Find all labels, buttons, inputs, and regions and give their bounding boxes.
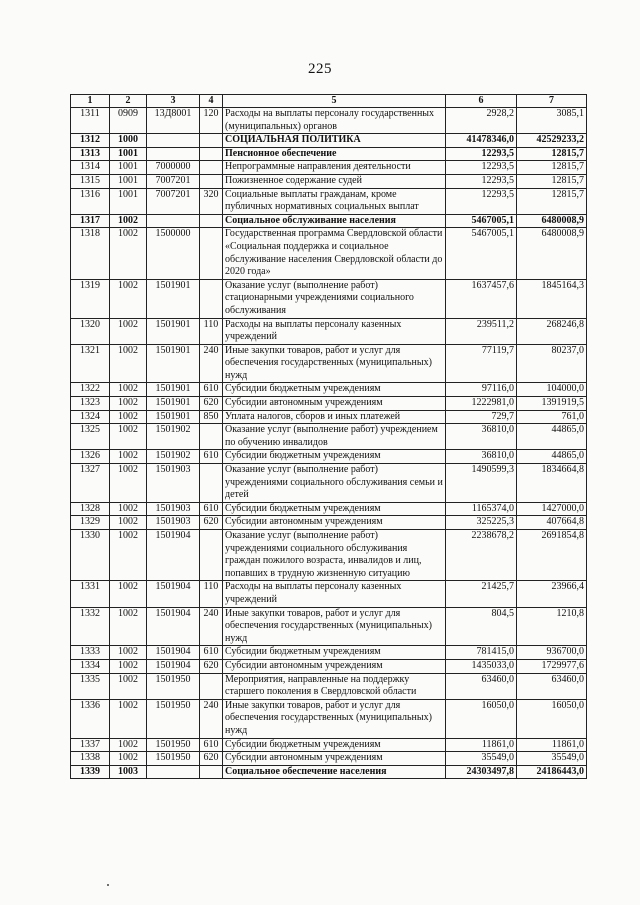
section-code-cell: 1002 bbox=[110, 228, 147, 279]
section-code-cell: 1002 bbox=[110, 673, 147, 699]
description-cell: Субсидии бюджетным учреждениям bbox=[223, 383, 446, 397]
amount-year1-cell: 12293,5 bbox=[446, 174, 517, 188]
column-header-5: 5 bbox=[223, 95, 446, 108]
amount-year1-cell: 97116,0 bbox=[446, 383, 517, 397]
section-code-cell: 1002 bbox=[110, 410, 147, 424]
section-code-cell: 1002 bbox=[110, 659, 147, 673]
description-cell: СОЦИАЛЬНАЯ ПОЛИТИКА bbox=[223, 134, 446, 148]
expense-type-cell bbox=[200, 673, 223, 699]
column-header-4: 4 bbox=[200, 95, 223, 108]
amount-year1-cell: 12293,5 bbox=[446, 147, 517, 161]
amount-year1-cell: 63460,0 bbox=[446, 673, 517, 699]
amount-year2-cell: 11861,0 bbox=[517, 738, 587, 752]
section-code-cell: 1002 bbox=[110, 646, 147, 660]
target-item-cell bbox=[147, 134, 200, 148]
expense-type-cell bbox=[200, 464, 223, 503]
amount-year2-cell: 6480008,9 bbox=[517, 228, 587, 279]
expense-type-cell: 240 bbox=[200, 607, 223, 646]
target-item-cell: 1500000 bbox=[147, 228, 200, 279]
row-number-cell: 1337 bbox=[71, 738, 110, 752]
row-number-cell: 1317 bbox=[71, 214, 110, 228]
section-code-cell: 1002 bbox=[110, 344, 147, 383]
expense-type-cell bbox=[200, 214, 223, 228]
amount-year1-cell: 16050,0 bbox=[446, 699, 517, 738]
description-cell: Иные закупки товаров, работ и услуг для обеспечения государственных (муниципальных) нужд bbox=[223, 344, 446, 383]
expense-type-cell: 110 bbox=[200, 581, 223, 607]
row-number-cell: 1315 bbox=[71, 174, 110, 188]
row-number-cell: 1312 bbox=[71, 134, 110, 148]
description-cell: Государственная программа Свердловской области «Социальная поддержка и социальное обслуживание населения Свердловской области до 2020 года» bbox=[223, 228, 446, 279]
column-header-1: 1 bbox=[71, 95, 110, 108]
amount-year1-cell: 5467005,1 bbox=[446, 228, 517, 279]
amount-year2-cell: 1427000,0 bbox=[517, 502, 587, 516]
amount-year1-cell: 781415,0 bbox=[446, 646, 517, 660]
amount-year2-cell: 936700,0 bbox=[517, 646, 587, 660]
row-number-cell: 1329 bbox=[71, 516, 110, 530]
description-cell: Социальное обслуживание населения bbox=[223, 214, 446, 228]
expense-type-cell bbox=[200, 161, 223, 175]
section-code-cell: 1002 bbox=[110, 516, 147, 530]
description-cell: Пенсионное обеспечение bbox=[223, 147, 446, 161]
amount-year2-cell: 12815,7 bbox=[517, 161, 587, 175]
section-code-cell: 1002 bbox=[110, 464, 147, 503]
amount-year1-cell: 36810,0 bbox=[446, 424, 517, 450]
amount-year2-cell: 24186443,0 bbox=[517, 765, 587, 779]
scan-speck bbox=[107, 884, 109, 886]
expense-type-cell: 240 bbox=[200, 699, 223, 738]
amount-year2-cell: 2691854,8 bbox=[517, 530, 587, 581]
amount-year1-cell: 5467005,1 bbox=[446, 214, 517, 228]
target-item-cell: 1501950 bbox=[147, 699, 200, 738]
expense-type-cell: 120 bbox=[200, 108, 223, 134]
expense-type-cell: 610 bbox=[200, 383, 223, 397]
amount-year2-cell: 407664,8 bbox=[517, 516, 587, 530]
target-item-cell: 1501901 bbox=[147, 279, 200, 318]
description-cell: Пожизненное содержание судей bbox=[223, 174, 446, 188]
column-header-3: 3 bbox=[147, 95, 200, 108]
target-item-cell: 1501901 bbox=[147, 344, 200, 383]
row-number-cell: 1313 bbox=[71, 147, 110, 161]
table-row bbox=[71, 344, 587, 383]
description-cell: Субсидии автономным учреждениям bbox=[223, 752, 446, 766]
target-item-cell: 7007201 bbox=[147, 174, 200, 188]
description-cell: Мероприятия, направленные на поддержку старшего поколения в Свердловской области bbox=[223, 673, 446, 699]
expense-type-cell: 110 bbox=[200, 318, 223, 344]
amount-year2-cell: 12815,7 bbox=[517, 174, 587, 188]
expense-type-cell: 850 bbox=[200, 410, 223, 424]
table-row bbox=[71, 530, 587, 581]
table-row bbox=[71, 752, 587, 766]
target-item-cell: 13Д8001 bbox=[147, 108, 200, 134]
amount-year1-cell: 2928,2 bbox=[446, 108, 517, 134]
expense-type-cell: 610 bbox=[200, 450, 223, 464]
expense-type-cell: 610 bbox=[200, 646, 223, 660]
description-cell: Социальное обеспечение населения bbox=[223, 765, 446, 779]
table-row bbox=[71, 279, 587, 318]
row-number-cell: 1325 bbox=[71, 424, 110, 450]
target-item-cell bbox=[147, 214, 200, 228]
target-item-cell: 1501904 bbox=[147, 581, 200, 607]
row-number-cell: 1333 bbox=[71, 646, 110, 660]
section-code-cell: 1002 bbox=[110, 279, 147, 318]
section-code-cell: 1002 bbox=[110, 318, 147, 344]
target-item-cell: 7007201 bbox=[147, 188, 200, 214]
row-number-cell: 1319 bbox=[71, 279, 110, 318]
table-row bbox=[71, 424, 587, 450]
expense-type-cell: 620 bbox=[200, 752, 223, 766]
amount-year2-cell: 1845164,3 bbox=[517, 279, 587, 318]
target-item-cell: 1501902 bbox=[147, 424, 200, 450]
table-row bbox=[71, 765, 587, 779]
section-code-cell: 1002 bbox=[110, 397, 147, 411]
section-code-cell: 1002 bbox=[110, 214, 147, 228]
description-cell: Субсидии бюджетным учреждениям bbox=[223, 738, 446, 752]
table-row bbox=[71, 738, 587, 752]
expense-type-cell bbox=[200, 134, 223, 148]
header-row bbox=[71, 95, 587, 108]
table-row bbox=[71, 228, 587, 279]
target-item-cell: 1501901 bbox=[147, 397, 200, 411]
description-cell: Расходы на выплаты персоналу государственных (муниципальных) органов bbox=[223, 108, 446, 134]
table-row bbox=[71, 108, 587, 134]
target-item-cell bbox=[147, 147, 200, 161]
row-number-cell: 1332 bbox=[71, 607, 110, 646]
amount-year2-cell: 16050,0 bbox=[517, 699, 587, 738]
amount-year2-cell: 42529233,2 bbox=[517, 134, 587, 148]
target-item-cell bbox=[147, 765, 200, 779]
section-code-cell: 1002 bbox=[110, 530, 147, 581]
amount-year1-cell: 1490599,3 bbox=[446, 464, 517, 503]
table-row bbox=[71, 147, 587, 161]
section-code-cell: 1002 bbox=[110, 699, 147, 738]
expense-type-cell bbox=[200, 530, 223, 581]
section-code-cell: 1002 bbox=[110, 581, 147, 607]
amount-year1-cell: 24303497,8 bbox=[446, 765, 517, 779]
section-code-cell: 1003 bbox=[110, 765, 147, 779]
target-item-cell: 1501901 bbox=[147, 383, 200, 397]
row-number-cell: 1316 bbox=[71, 188, 110, 214]
row-number-cell: 1314 bbox=[71, 161, 110, 175]
expense-type-cell: 620 bbox=[200, 397, 223, 411]
row-number-cell: 1334 bbox=[71, 659, 110, 673]
row-number-cell: 1331 bbox=[71, 581, 110, 607]
expense-type-cell: 620 bbox=[200, 516, 223, 530]
section-code-cell: 1000 bbox=[110, 134, 147, 148]
expense-type-cell: 620 bbox=[200, 659, 223, 673]
section-code-cell: 1002 bbox=[110, 752, 147, 766]
description-cell: Расходы на выплаты персоналу казенных учреждений bbox=[223, 581, 446, 607]
table-row bbox=[71, 397, 587, 411]
table-row bbox=[71, 464, 587, 503]
amount-year1-cell: 1637457,6 bbox=[446, 279, 517, 318]
row-number-cell: 1338 bbox=[71, 752, 110, 766]
target-item-cell: 1501904 bbox=[147, 646, 200, 660]
description-cell: Расходы на выплаты персоналу казенных учреждений bbox=[223, 318, 446, 344]
table-row bbox=[71, 134, 587, 148]
target-item-cell: 1501901 bbox=[147, 410, 200, 424]
table-row bbox=[71, 383, 587, 397]
target-item-cell: 1501904 bbox=[147, 607, 200, 646]
amount-year2-cell: 1210,8 bbox=[517, 607, 587, 646]
amount-year1-cell: 35549,0 bbox=[446, 752, 517, 766]
section-code-cell: 1002 bbox=[110, 424, 147, 450]
target-item-cell: 1501904 bbox=[147, 659, 200, 673]
table-row bbox=[71, 188, 587, 214]
expense-type-cell: 240 bbox=[200, 344, 223, 383]
target-item-cell: 1501903 bbox=[147, 502, 200, 516]
expense-type-cell: 610 bbox=[200, 502, 223, 516]
description-cell: Субсидии автономным учреждениям bbox=[223, 659, 446, 673]
target-item-cell: 1501902 bbox=[147, 450, 200, 464]
column-header-2: 2 bbox=[110, 95, 147, 108]
target-item-cell: 1501950 bbox=[147, 752, 200, 766]
section-code-cell: 1001 bbox=[110, 174, 147, 188]
amount-year2-cell: 1391919,5 bbox=[517, 397, 587, 411]
expense-type-cell bbox=[200, 424, 223, 450]
expense-type-cell bbox=[200, 279, 223, 318]
row-number-cell: 1320 bbox=[71, 318, 110, 344]
description-cell: Непрограммные направления деятельности bbox=[223, 161, 446, 175]
row-number-cell: 1326 bbox=[71, 450, 110, 464]
description-cell: Социальные выплаты гражданам, кроме публичных нормативных социальных выплат bbox=[223, 188, 446, 214]
target-item-cell: 1501901 bbox=[147, 318, 200, 344]
row-number-cell: 1327 bbox=[71, 464, 110, 503]
amount-year2-cell: 80237,0 bbox=[517, 344, 587, 383]
amount-year2-cell: 44865,0 bbox=[517, 450, 587, 464]
amount-year1-cell: 1435033,0 bbox=[446, 659, 517, 673]
section-code-cell: 1001 bbox=[110, 188, 147, 214]
description-cell: Оказание услуг (выполнение работ) учреждением по обучению инвалидов bbox=[223, 424, 446, 450]
row-number-cell: 1330 bbox=[71, 530, 110, 581]
row-number-cell: 1324 bbox=[71, 410, 110, 424]
table-row bbox=[71, 161, 587, 175]
amount-year1-cell: 77119,7 bbox=[446, 344, 517, 383]
row-number-cell: 1336 bbox=[71, 699, 110, 738]
description-cell: Оказание услуг (выполнение работ) учреждениями социального обслуживания семьи и детей bbox=[223, 464, 446, 503]
amount-year1-cell: 2238678,2 bbox=[446, 530, 517, 581]
expense-type-cell bbox=[200, 228, 223, 279]
page-number: 225 bbox=[308, 61, 332, 77]
amount-year1-cell: 1165374,0 bbox=[446, 502, 517, 516]
table-row bbox=[71, 318, 587, 344]
section-code-cell: 1002 bbox=[110, 450, 147, 464]
target-item-cell: 7000000 bbox=[147, 161, 200, 175]
amount-year2-cell: 1729977,6 bbox=[517, 659, 587, 673]
target-item-cell: 1501903 bbox=[147, 464, 200, 503]
table-row bbox=[71, 450, 587, 464]
row-number-cell: 1335 bbox=[71, 673, 110, 699]
description-cell: Субсидии бюджетным учреждениям bbox=[223, 450, 446, 464]
column-header-7: 7 bbox=[517, 95, 587, 108]
table-row bbox=[71, 581, 587, 607]
budget-table bbox=[70, 94, 587, 779]
amount-year1-cell: 325225,3 bbox=[446, 516, 517, 530]
target-item-cell: 1501904 bbox=[147, 530, 200, 581]
amount-year1-cell: 804,5 bbox=[446, 607, 517, 646]
amount-year1-cell: 1222981,0 bbox=[446, 397, 517, 411]
table-row bbox=[71, 673, 587, 699]
amount-year1-cell: 12293,5 bbox=[446, 161, 517, 175]
amount-year2-cell: 268246,8 bbox=[517, 318, 587, 344]
section-code-cell: 1001 bbox=[110, 147, 147, 161]
amount-year1-cell: 239511,2 bbox=[446, 318, 517, 344]
table-row bbox=[71, 502, 587, 516]
description-cell: Субсидии автономным учреждениям bbox=[223, 516, 446, 530]
table-row bbox=[71, 410, 587, 424]
amount-year1-cell: 729,7 bbox=[446, 410, 517, 424]
amount-year1-cell: 36810,0 bbox=[446, 450, 517, 464]
expense-type-cell: 610 bbox=[200, 738, 223, 752]
row-number-cell: 1321 bbox=[71, 344, 110, 383]
amount-year2-cell: 3085,1 bbox=[517, 108, 587, 134]
expense-type-cell bbox=[200, 765, 223, 779]
row-number-cell: 1339 bbox=[71, 765, 110, 779]
description-cell: Иные закупки товаров, работ и услуг для обеспечения государственных (муниципальных) нужд bbox=[223, 607, 446, 646]
description-cell: Субсидии бюджетным учреждениям bbox=[223, 646, 446, 660]
table-row bbox=[71, 659, 587, 673]
target-item-cell: 1501950 bbox=[147, 673, 200, 699]
amount-year2-cell: 23966,4 bbox=[517, 581, 587, 607]
table-row bbox=[71, 646, 587, 660]
row-number-cell: 1318 bbox=[71, 228, 110, 279]
amount-year2-cell: 6480008,9 bbox=[517, 214, 587, 228]
amount-year2-cell: 12815,7 bbox=[517, 188, 587, 214]
table-body bbox=[71, 108, 587, 779]
section-code-cell: 1002 bbox=[110, 383, 147, 397]
amount-year1-cell: 21425,7 bbox=[446, 581, 517, 607]
amount-year2-cell: 104000,0 bbox=[517, 383, 587, 397]
section-code-cell: 0909 bbox=[110, 108, 147, 134]
section-code-cell: 1002 bbox=[110, 607, 147, 646]
expense-type-cell bbox=[200, 147, 223, 161]
amount-year1-cell: 41478346,0 bbox=[446, 134, 517, 148]
section-code-cell: 1002 bbox=[110, 502, 147, 516]
amount-year2-cell: 1834664,8 bbox=[517, 464, 587, 503]
description-cell: Иные закупки товаров, работ и услуг для обеспечения государственных (муниципальных) нужд bbox=[223, 699, 446, 738]
row-number-cell: 1322 bbox=[71, 383, 110, 397]
amount-year2-cell: 761,0 bbox=[517, 410, 587, 424]
description-cell: Субсидии бюджетным учреждениям bbox=[223, 502, 446, 516]
amount-year2-cell: 44865,0 bbox=[517, 424, 587, 450]
amount-year2-cell: 35549,0 bbox=[517, 752, 587, 766]
amount-year2-cell: 63460,0 bbox=[517, 673, 587, 699]
column-header-6: 6 bbox=[446, 95, 517, 108]
description-cell: Оказание услуг (выполнение работ) учреждениями социального обслуживания граждан пожилого возраста, инвалидов и лиц, попавших в трудную жизненную ситуацию bbox=[223, 530, 446, 581]
amount-year2-cell: 12815,7 bbox=[517, 147, 587, 161]
expense-type-cell bbox=[200, 174, 223, 188]
amount-year1-cell: 11861,0 bbox=[446, 738, 517, 752]
description-cell: Оказание услуг (выполнение работ) стационарными учреждениями социального обслуживания bbox=[223, 279, 446, 318]
target-item-cell: 1501950 bbox=[147, 738, 200, 752]
table-row bbox=[71, 607, 587, 646]
table-row bbox=[71, 699, 587, 738]
table-row bbox=[71, 214, 587, 228]
section-code-cell: 1001 bbox=[110, 161, 147, 175]
table-row bbox=[71, 174, 587, 188]
table-row bbox=[71, 516, 587, 530]
target-item-cell: 1501903 bbox=[147, 516, 200, 530]
row-number-cell: 1323 bbox=[71, 397, 110, 411]
description-cell: Субсидии автономным учреждениям bbox=[223, 397, 446, 411]
row-number-cell: 1328 bbox=[71, 502, 110, 516]
section-code-cell: 1002 bbox=[110, 738, 147, 752]
expense-type-cell: 320 bbox=[200, 188, 223, 214]
amount-year1-cell: 12293,5 bbox=[446, 188, 517, 214]
row-number-cell: 1311 bbox=[71, 108, 110, 134]
description-cell: Уплата налогов, сборов и иных платежей bbox=[223, 410, 446, 424]
